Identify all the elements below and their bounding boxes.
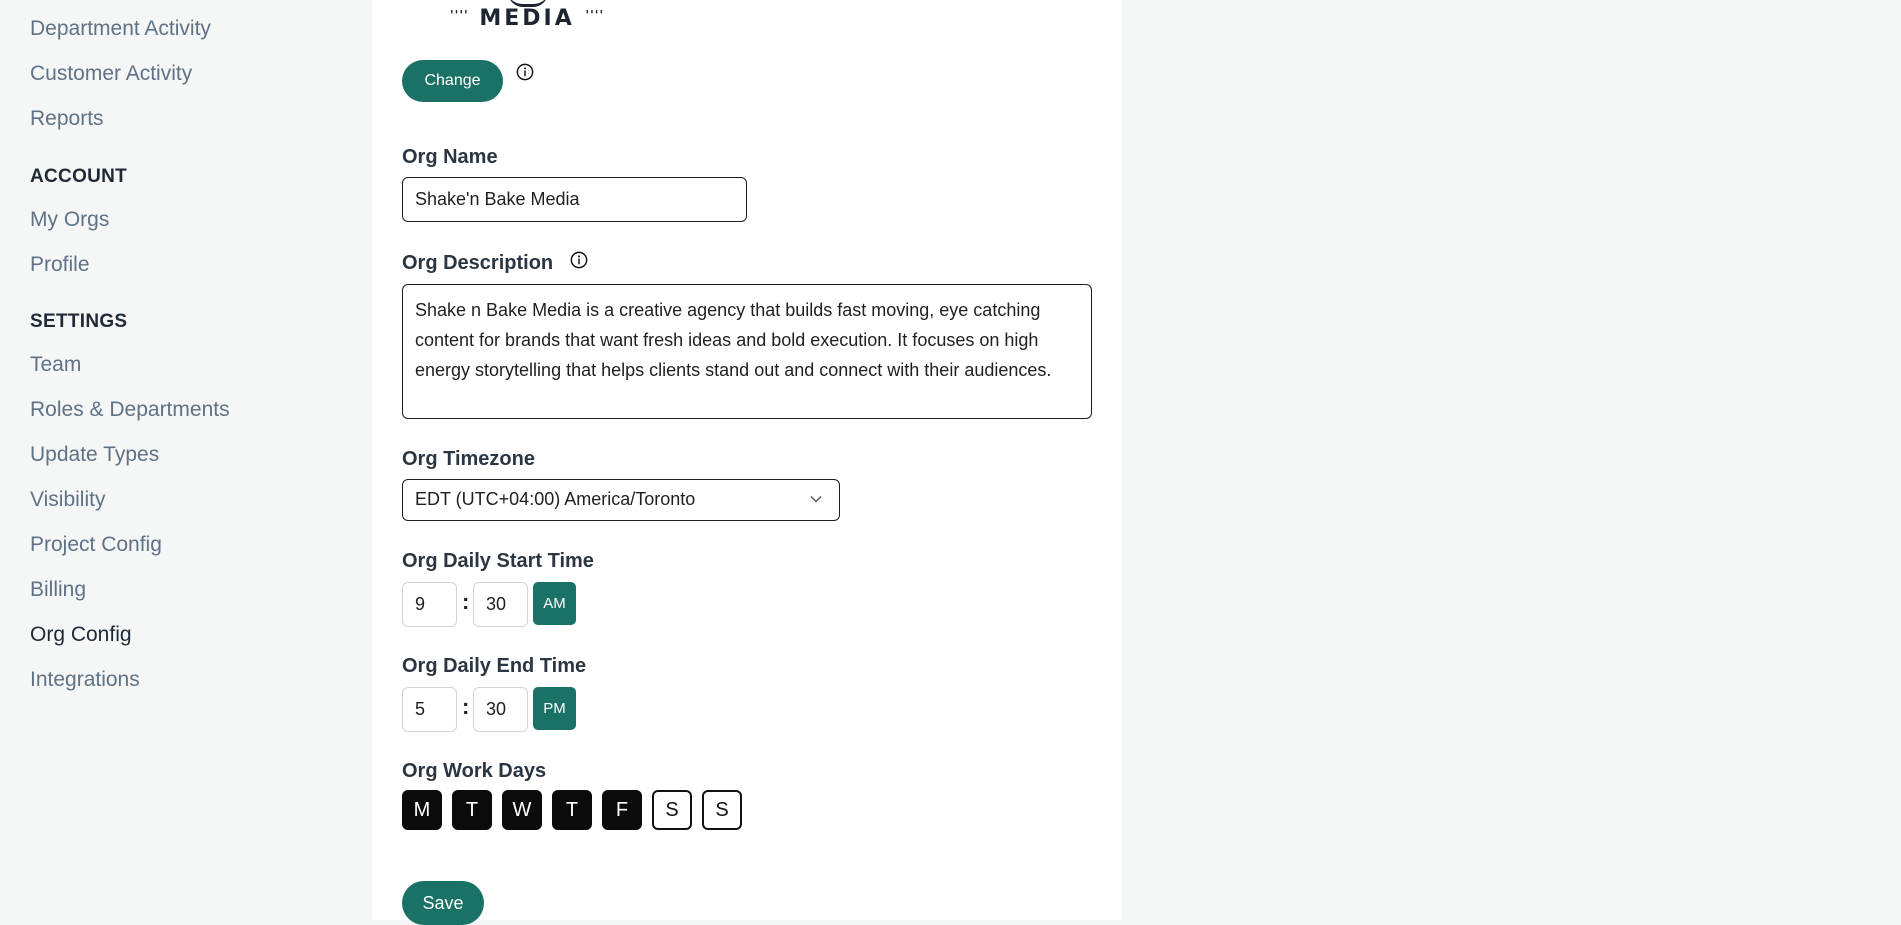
start-time-colon: : (462, 589, 470, 614)
day-toggle-sunday[interactable]: S (702, 790, 742, 830)
end-hour-input[interactable]: 5 (402, 687, 457, 732)
day-toggle-wednesday[interactable]: W (502, 790, 542, 830)
sidebar-item-roles-departments[interactable]: Roles & Departments (30, 398, 230, 421)
org-description-textarea[interactable]: Shake n Bake Media is a creative agency that builds fast moving, eye catching content for brands that want fresh ideas and bold execution. It focuses on high energy storytelling that helps clients stand out and connect with their audiences. (402, 284, 1092, 419)
sidebar-item-visibility[interactable]: Visibility (30, 488, 106, 511)
org-timezone-label: Org Timezone (402, 448, 535, 470)
sidebar-item-reports[interactable]: Reports (30, 107, 104, 130)
sidebar-item-profile[interactable]: Profile (30, 253, 90, 276)
org-timezone-value: EDT (UTC+04:00) America/Toronto (415, 489, 696, 509)
end-minute-input[interactable]: 30 (473, 687, 528, 732)
day-toggle-friday[interactable]: F (602, 790, 642, 830)
start-time-label: Org Daily Start Time (402, 550, 594, 572)
chevron-down-icon (809, 492, 823, 506)
sidebar-item-billing[interactable]: Billing (30, 578, 87, 601)
org-name-label: Org Name (402, 146, 498, 168)
org-name-input[interactable]: Shake'n Bake Media (402, 177, 747, 222)
org-logo: '''' MEDIA '''' (450, 6, 605, 31)
sidebar-item-my-orgs[interactable]: My Orgs (30, 208, 110, 231)
save-button[interactable]: Save (402, 881, 484, 925)
sidebar (0, 0, 372, 920)
org-timezone-select[interactable] (402, 479, 840, 521)
day-toggle-saturday[interactable]: S (652, 790, 692, 830)
start-ampm-toggle[interactable]: AM (533, 582, 576, 625)
sidebar-item-integrations[interactable]: Integrations (30, 668, 140, 691)
sidebar-item-department-activity[interactable]: Department Activity (30, 17, 211, 40)
day-toggle-tuesday[interactable]: T (452, 790, 492, 830)
sidebar-item-org-config[interactable]: Org Config (30, 623, 132, 646)
sidebar-item-project-config[interactable]: Project Config (30, 533, 162, 556)
end-ampm-toggle[interactable]: PM (533, 687, 576, 730)
work-days-label: Org Work Days (402, 760, 547, 782)
end-time-label: Org Daily End Time (402, 655, 587, 677)
account-section-header: ACCOUNT (30, 166, 128, 187)
day-toggle-thursday[interactable]: T (552, 790, 592, 830)
description-info-icon[interactable] (570, 251, 588, 269)
start-hour-input[interactable]: 9 (402, 582, 457, 627)
right-background (1122, 0, 1901, 920)
end-time-colon: : (462, 694, 470, 719)
sidebar-item-team[interactable]: Team (30, 353, 82, 376)
change-logo-button[interactable]: Change (402, 60, 503, 102)
day-toggle-monday[interactable]: M (402, 790, 442, 830)
info-icon[interactable] (516, 63, 534, 81)
sidebar-item-update-types[interactable]: Update Types (30, 443, 160, 466)
start-minute-input[interactable]: 30 (473, 582, 528, 627)
sidebar-item-customer-activity[interactable]: Customer Activity (30, 62, 193, 85)
settings-section-header: SETTINGS (30, 311, 128, 332)
org-description-label: Org Description (402, 252, 554, 274)
